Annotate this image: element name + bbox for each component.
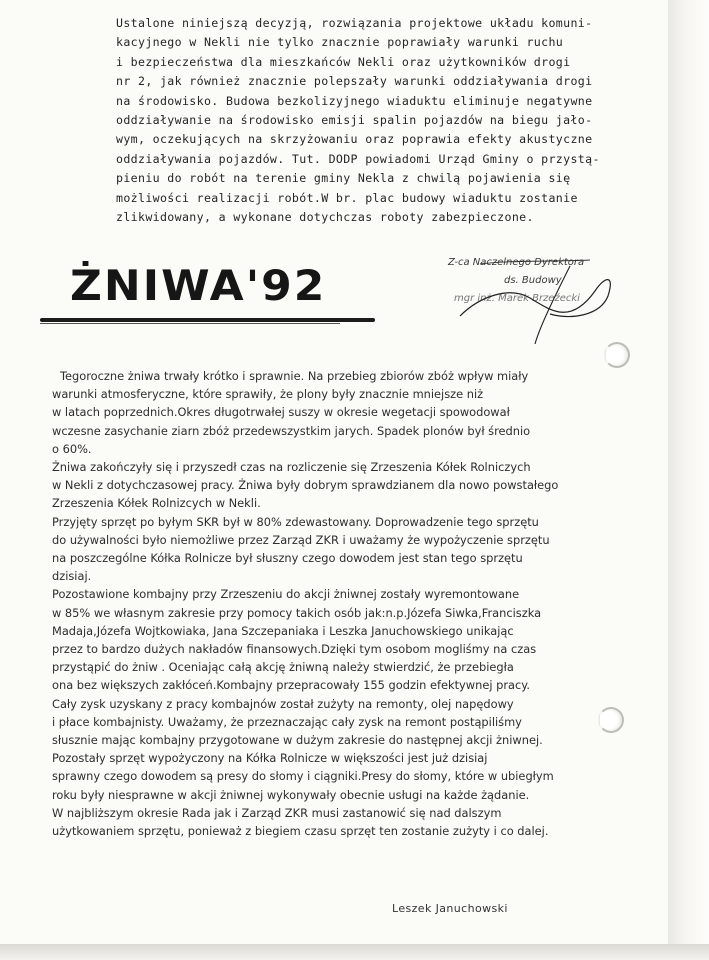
article-line: Przyjęty sprzęt po byłym SKR był w 80% zdewastowany. Doprowadzenie tego sprzętu bbox=[52, 514, 539, 529]
article-line: roku były niesprawne w akcji żniwnej wykonywały obecnie usługi na każde żądanie. bbox=[52, 787, 530, 802]
article-line: w Nekli z dotychczasowej pracy. Żniwa były dobrym sprawdzianem dla nowo powstałego bbox=[52, 478, 559, 493]
text-line: oddziaływanie na środowisko emisji spalin pojazdów na biegu jało- bbox=[116, 113, 593, 128]
text-line: wym, oczekujących na skrzyżowaniu oraz poprawia efekty akustyczne bbox=[116, 132, 593, 147]
article-line: Zrzeszenia Kółek Rolnizcych w Nekli. bbox=[52, 496, 261, 511]
signature-title: Z-ca Naczelnego Dyrektora bbox=[448, 257, 585, 268]
article-line: warunki atmosferyczne, które sprawiły, że plony były znacznie mniejsze niż bbox=[52, 387, 484, 402]
text-line: Ustalone niniejszą decyzją, rozwiązania projektowe układu komuni- bbox=[116, 16, 593, 30]
article-line: w latach poprzednich.Okres długotrwałej suszy w okresie wegetacji spowodował bbox=[52, 405, 510, 420]
text-line: kacyjnego w Nekli nie tylko znacznie poprawiały warunki ruchu bbox=[116, 35, 564, 50]
heading-underline-thin bbox=[40, 323, 340, 324]
signature-department: ds. Budowy bbox=[504, 275, 562, 286]
punch-hole bbox=[604, 342, 630, 368]
article-line: użytkowaniem sprzętu, ponieważ z biegiem czasu sprzęt ten zostanie zużyty i co dalej. bbox=[52, 824, 549, 839]
article-line: W najbliższym okresie Rada jak i Zarząd ZKR musi zastanowić się nad dalszym bbox=[52, 805, 502, 820]
article-line: do używalności było niemożliwe przez Zarząd ZKR i uważamy że wypożyczenie sprzętu bbox=[52, 532, 550, 547]
article-line: ona bez większych zakłóceń.Kombajny przepracowały 155 godzin efektywnej pracy. bbox=[52, 678, 531, 693]
article-line: i płace kombajnisty. Uważamy, że przeznaczając cały zysk na remont postąpiliśmy bbox=[52, 714, 522, 729]
article-line: słusznie mając kombajny przygotowane w dużym zakresie do następnej akcji żniwnej. bbox=[52, 733, 543, 748]
heading-underline bbox=[40, 318, 375, 322]
decision-text-block bbox=[116, 14, 656, 227]
article-author: Leszek Januchowski bbox=[392, 902, 508, 915]
page-bottom-shadow bbox=[0, 944, 709, 960]
text-line: pieniu do robót na terenie gminy Nekla z chwilą pojawienia się bbox=[116, 171, 571, 186]
article-line: o 60%. bbox=[52, 441, 92, 456]
article-line: na poszczególne Kółka Rolnicze był słuszny czego dowodem jest stan tego sprzętu bbox=[52, 551, 523, 566]
handwritten-signature bbox=[420, 256, 630, 346]
text-line: i bezpieczeństwa dla mieszkańców Nekli oraz użytkowników drogi bbox=[116, 54, 571, 69]
article-body bbox=[52, 367, 632, 840]
article-line: przez to bardzo dużych nakładów finansowych.Dzięki tym osobom mogliśmy na czas bbox=[52, 642, 537, 657]
text-line: możliwości realizacji robót.W br. plac budowy wiaduktu zostanie bbox=[116, 190, 578, 205]
article-line: sprawny czego dowodem są presy do słomy i ciągniki.Presy do słomy, które w ubiegłym bbox=[52, 769, 554, 784]
text-line: na środowisko. Budowa bezkolizyjnego wiaduktu eliminuje negatywne bbox=[116, 93, 593, 108]
article-line: wczesne zasychanie ziarn zbóż przedewszystkim jarych. Spadek plonów był średnio bbox=[52, 423, 531, 438]
article-line: dzisiaj. bbox=[52, 569, 92, 584]
article-line: Pozostawione kombajny przy Zrzeszeniu do akcji żniwnej zostały wyremontowane bbox=[52, 587, 520, 602]
text-line: oddziaływania pojazdów. Tut. DODP powiadomi Urząd Gminy o przystą- bbox=[116, 151, 600, 166]
article-line: Cały zysk uzyskany z pracy kombajnów został zużyty na remonty, olej napędowy bbox=[52, 696, 514, 711]
text-line: zlikwidowany, a wykonane dotychczas roboty zabezpieczone. bbox=[116, 210, 534, 225]
article-line: Pozostały sprzęt wypożyczony na Kółka Rolnicze w większości jest już dzisiaj bbox=[52, 751, 488, 766]
article-line: Żniwa zakończyły się i przyszedł czas na rozliczenie się Zrzeszenia Kółek Rolniczych bbox=[52, 460, 531, 475]
article-line: Madaja,Józefa Wojtkowiaka, Jana Szczepaniaka i Leszka Januchowskiego unikając bbox=[52, 623, 514, 638]
article-line: przystąpić do żniw . Oceniając całą akcję żniwną należy stwierdzić, że przebiegła bbox=[52, 660, 514, 675]
article-line: w 85% we własnym zakresie przy pomocy takich osób jak:n.p.Józefa Siwka,Franciszka bbox=[52, 605, 542, 620]
page-edge-shadow bbox=[668, 0, 709, 960]
article-line: Tegoroczne żniwa trwały krótko i sprawnie. Na przebieg zbiorów zbóż wpływ miały bbox=[60, 369, 529, 383]
text-line: nr 2, jak również znacznie polepszały warunki oddziaływania drogi bbox=[116, 74, 593, 89]
article-heading: ŻNIWA'92 bbox=[70, 262, 327, 311]
signature-name: mgr inż. Marek Brzeźecki bbox=[454, 293, 580, 304]
